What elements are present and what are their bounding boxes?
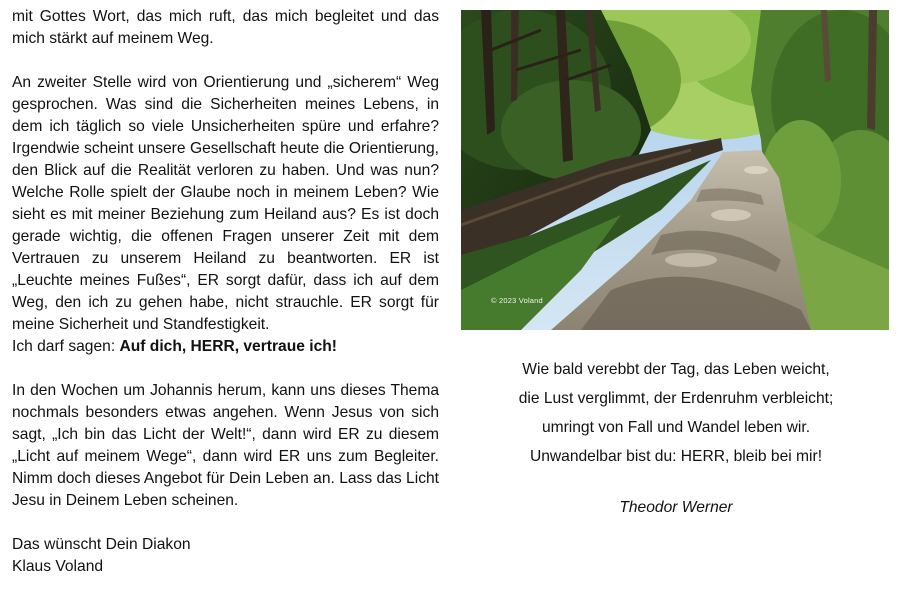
paragraph-trust-statement xyxy=(12,336,439,358)
poem-line: umringt von Fall und Wandel leben wir. xyxy=(541,419,811,436)
photo-credit: © 2023 Voland xyxy=(491,296,543,305)
poem-line: die Lust verglimmt, der Erdenruhm verbleicht; xyxy=(518,390,834,407)
article-text-column xyxy=(12,6,439,578)
paragraph-spacer xyxy=(12,358,439,380)
poem-line: Wie bald verebbt der Tag, das Leben weicht, xyxy=(522,361,830,378)
poem-author: Theodor Werner xyxy=(619,499,733,516)
paragraph-intro: mit Gottes Wort, das mich ruft, das mich begleitet und das mich stärkt auf meinem Weg. xyxy=(12,8,439,47)
paragraph-orientation: An zweiter Stelle wird von Orientierung und „sicherem“ Weg gesprochen. Was sind die Sicherheiten meines Lebens, in dem ich täglich so viele Unsicherheiten spüre und erfahre? Irgendwie scheint unsere Gesellschaft heute die Orientierung, den Blick auf die Realität verloren zu haben. Und was nun? Welche Rolle spielt der Glaube noch in meinem Leben? Wie sieht es mit meiner Beziehung zum Heiland aus? Es ist doch gerade wichtig, die offenen Fragen unserer Zeit mit dem Vertrauen zu unserem Heiland zu beantworten. ER ist „Leuchte meines Fußes“, ER sorgt dafür, dass ich auf dem Weg, den ich zu gehen habe, nicht strauchle. ER sorgt für meine Sicherheit und Standfestigkeit. xyxy=(12,74,439,333)
forest-path-illustration xyxy=(461,10,889,330)
forest-path-photo xyxy=(461,10,889,330)
poem-line: Unwandelbar bist du: HERR, bleib bei mir! xyxy=(529,448,823,465)
signoff-greeting: Das wünscht Dein Diakon xyxy=(12,536,191,553)
paragraph-johannis: In den Wochen um Johannis herum, kann uns dieses Thema nochmals besonders etwas angehen. Wenn Jesus von sich sagt, „Ich bin das Licht der Welt!“, dann wird ER zu diesem „Licht auf meinem Wege“, dann wird ER uns zum Begleiter. Nimm doch dieses Angebot für Dein Leben an. Lass das Licht Jesu in Deinem Leben scheinen. xyxy=(12,382,439,509)
poem-verse xyxy=(461,355,891,471)
paragraph-spacer xyxy=(12,50,439,72)
trust-statement-bold: Auf dich, HERR, vertraue ich! xyxy=(119,338,337,355)
trust-statement-prefix: Ich darf sagen: xyxy=(12,338,120,355)
paragraph-spacer xyxy=(12,512,439,534)
signoff-author: Klaus Voland xyxy=(12,558,104,575)
